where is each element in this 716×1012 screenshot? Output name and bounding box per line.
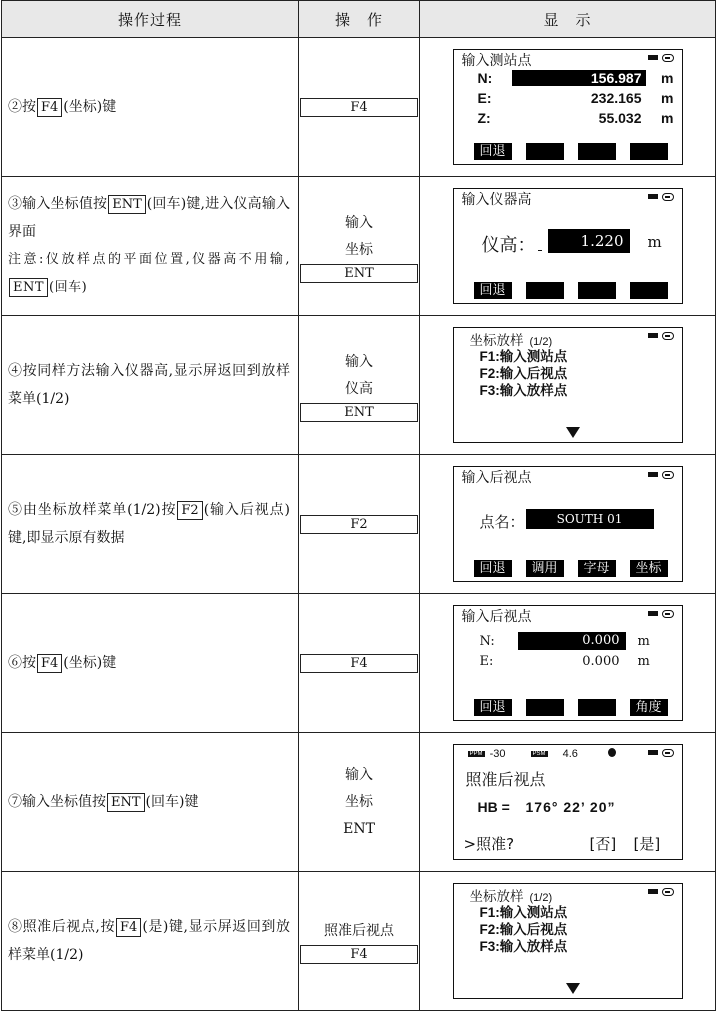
softkey-f4: 坐标 [630, 560, 668, 577]
softkey-bar [474, 282, 678, 299]
coord-label: N: [479, 634, 495, 649]
menu-item: F1:输入测站点 [479, 905, 568, 920]
step-text: ⑧照准后视点,按 F4 (是)键,显示屏返回到放样菜单(1/2) [2, 872, 299, 1011]
key-label: F4 [300, 98, 418, 117]
softkey-f2: 调用 [526, 560, 564, 577]
screen-title: 坐标放样 (1/2) [469, 889, 553, 904]
option-no: [否] [589, 835, 617, 853]
menu-item: F3:输入放样点 [479, 383, 568, 398]
step-text: ③输入坐标值按 ENT (回车)键,进入仪高输入界面 注意:仪放样点的平面位置,仪器高不用输,ENT (回车) [2, 177, 299, 316]
table-row [2, 316, 716, 455]
battery-icon [648, 332, 674, 340]
softkey-f1: 回退 [474, 560, 512, 577]
key-label: F4 [300, 654, 418, 673]
battery-icon [648, 610, 674, 618]
header-operation: 操 作 [299, 1, 420, 38]
table-row [2, 594, 716, 733]
instrument-screen [453, 744, 683, 860]
battery-icon [648, 749, 674, 757]
page-down-arrow-icon [566, 983, 580, 994]
softkey-f1: 回退 [474, 282, 512, 299]
softkey-bar [474, 699, 678, 716]
step-text: ②按 F4 (坐标)键 [2, 38, 299, 177]
softkey-bar [474, 560, 678, 577]
key-label: F4 [37, 98, 62, 117]
table-row [2, 177, 716, 316]
ppm-value: -30 [489, 748, 506, 760]
operation-cell: 照准后视点 F4 [299, 872, 420, 1011]
hb-value: 176° 22’ 20” [525, 799, 616, 815]
softkey-f4: 角度 [630, 699, 668, 716]
operation-cell: 输入 坐标 ENT [299, 733, 420, 872]
table-row [2, 455, 716, 594]
input-value: 156.987 [512, 70, 646, 86]
softkey-f1: 回退 [474, 699, 512, 716]
softkey-f2 [526, 143, 564, 160]
display-cell [420, 733, 716, 872]
display-cell [420, 594, 716, 733]
screen-title: 照准后视点 [465, 770, 546, 789]
instrument-screen [453, 883, 683, 999]
battery-icon [648, 888, 674, 896]
display-cell [420, 177, 716, 316]
battery-icon [648, 471, 674, 479]
operation-cell: 输入 坐标 ENT [299, 177, 420, 316]
input-value: SOUTH 01 [526, 509, 654, 529]
step-note: 注意:仪放样点的平面位置,仪器高不用输,ENT (回车) [8, 252, 290, 295]
battery-icon [648, 54, 674, 62]
key-label: F2 [300, 515, 418, 534]
page-down-arrow-icon [566, 427, 580, 438]
key-label: ENT [300, 403, 418, 422]
key-label: ENT [107, 793, 145, 812]
field-label: 仪高： [481, 235, 536, 256]
hb-label: HB = [477, 799, 510, 815]
instrument-screen [453, 188, 683, 304]
text-cursor [538, 233, 542, 251]
screen-title: 输入仪器高 [461, 191, 532, 207]
display-cell [420, 38, 716, 177]
step-text: ④按同样方法输入仪器高,显示屏返回到放样菜单(1/2) [2, 316, 299, 455]
prompt-text: >照准? [463, 835, 515, 853]
key-label: F4 [37, 654, 62, 673]
table-row [2, 38, 716, 177]
psm-badge: PSM [532, 751, 546, 757]
softkey-f3: 字母 [578, 560, 616, 577]
input-value: 1.220 [548, 229, 630, 253]
screen-title: 输入后视点 [461, 608, 532, 624]
display-cell [420, 872, 716, 1011]
key-label: F4 [116, 918, 141, 937]
unit-label: m [647, 233, 662, 251]
menu-item: F2:输入后视点 [479, 922, 568, 937]
display-cell [420, 455, 716, 594]
key-label: ENT [108, 195, 146, 214]
psm-value: 4.6 [562, 748, 578, 760]
softkey-bar [474, 143, 678, 160]
status-bar [468, 748, 578, 762]
menu-item: F2:输入后视点 [479, 366, 568, 381]
prism-icon [608, 748, 616, 757]
screen-title: 输入后视点 [461, 469, 532, 485]
coord-value: 0.000 [582, 654, 620, 669]
unit-label: m [637, 654, 650, 669]
softkey-f1: 回退 [474, 143, 512, 160]
step-text: ⑤由坐标放样菜单(1/2)按 F2 (输入后视点)键,即显示原有数据 [2, 455, 299, 594]
softkey-f3 [578, 699, 616, 716]
softkey-f4 [630, 282, 668, 299]
menu-item: F3:输入放样点 [479, 939, 568, 954]
table-row [2, 872, 716, 1011]
step-text: ⑥按 F4 (坐标)键 [2, 594, 299, 733]
instrument-screen [453, 327, 683, 443]
softkey-f3 [578, 282, 616, 299]
coord-label: E: [479, 654, 494, 669]
instrument-screen [453, 605, 683, 721]
unit-label: m [637, 634, 650, 649]
instrument-screen [453, 466, 683, 582]
input-value: 0.000 [518, 632, 626, 650]
operation-cell [299, 594, 420, 733]
step-text: ⑦输入坐标值按 ENT (回车)键 [2, 733, 299, 872]
softkey-f2 [526, 699, 564, 716]
header-row [2, 1, 716, 38]
key-label: ENT [300, 264, 418, 283]
header-procedure: 操作过程 [2, 1, 299, 38]
operation-cell [299, 38, 420, 177]
softkey-f3 [578, 143, 616, 160]
coord-line: E: 232.165 m [477, 90, 674, 106]
softkey-f4 [630, 143, 668, 160]
battery-icon [648, 193, 674, 201]
instrument-screen [453, 49, 683, 165]
operation-cell [299, 455, 420, 594]
key-label: F4 [300, 945, 418, 964]
menu-item: F1:输入测站点 [479, 349, 568, 364]
softkey-f2 [526, 282, 564, 299]
option-yes: [是] [633, 835, 661, 853]
ppm-badge: PPM [469, 751, 483, 757]
header-display: 显 示 [420, 1, 716, 38]
key-label: ENT [9, 278, 48, 297]
screen-title: 输入测站点 [461, 52, 532, 68]
procedure-table [1, 0, 716, 1011]
key-label: F2 [177, 501, 202, 520]
coord-line: N: 156.987 m [477, 70, 674, 86]
display-cell [420, 316, 716, 455]
screen-title: 坐标放样 (1/2) [469, 333, 553, 348]
operation-cell: 输入 仪高 ENT [299, 316, 420, 455]
field-label: 点名： [479, 513, 525, 531]
table-row [2, 733, 716, 872]
coord-line: Z: 55.032 m [477, 110, 674, 126]
